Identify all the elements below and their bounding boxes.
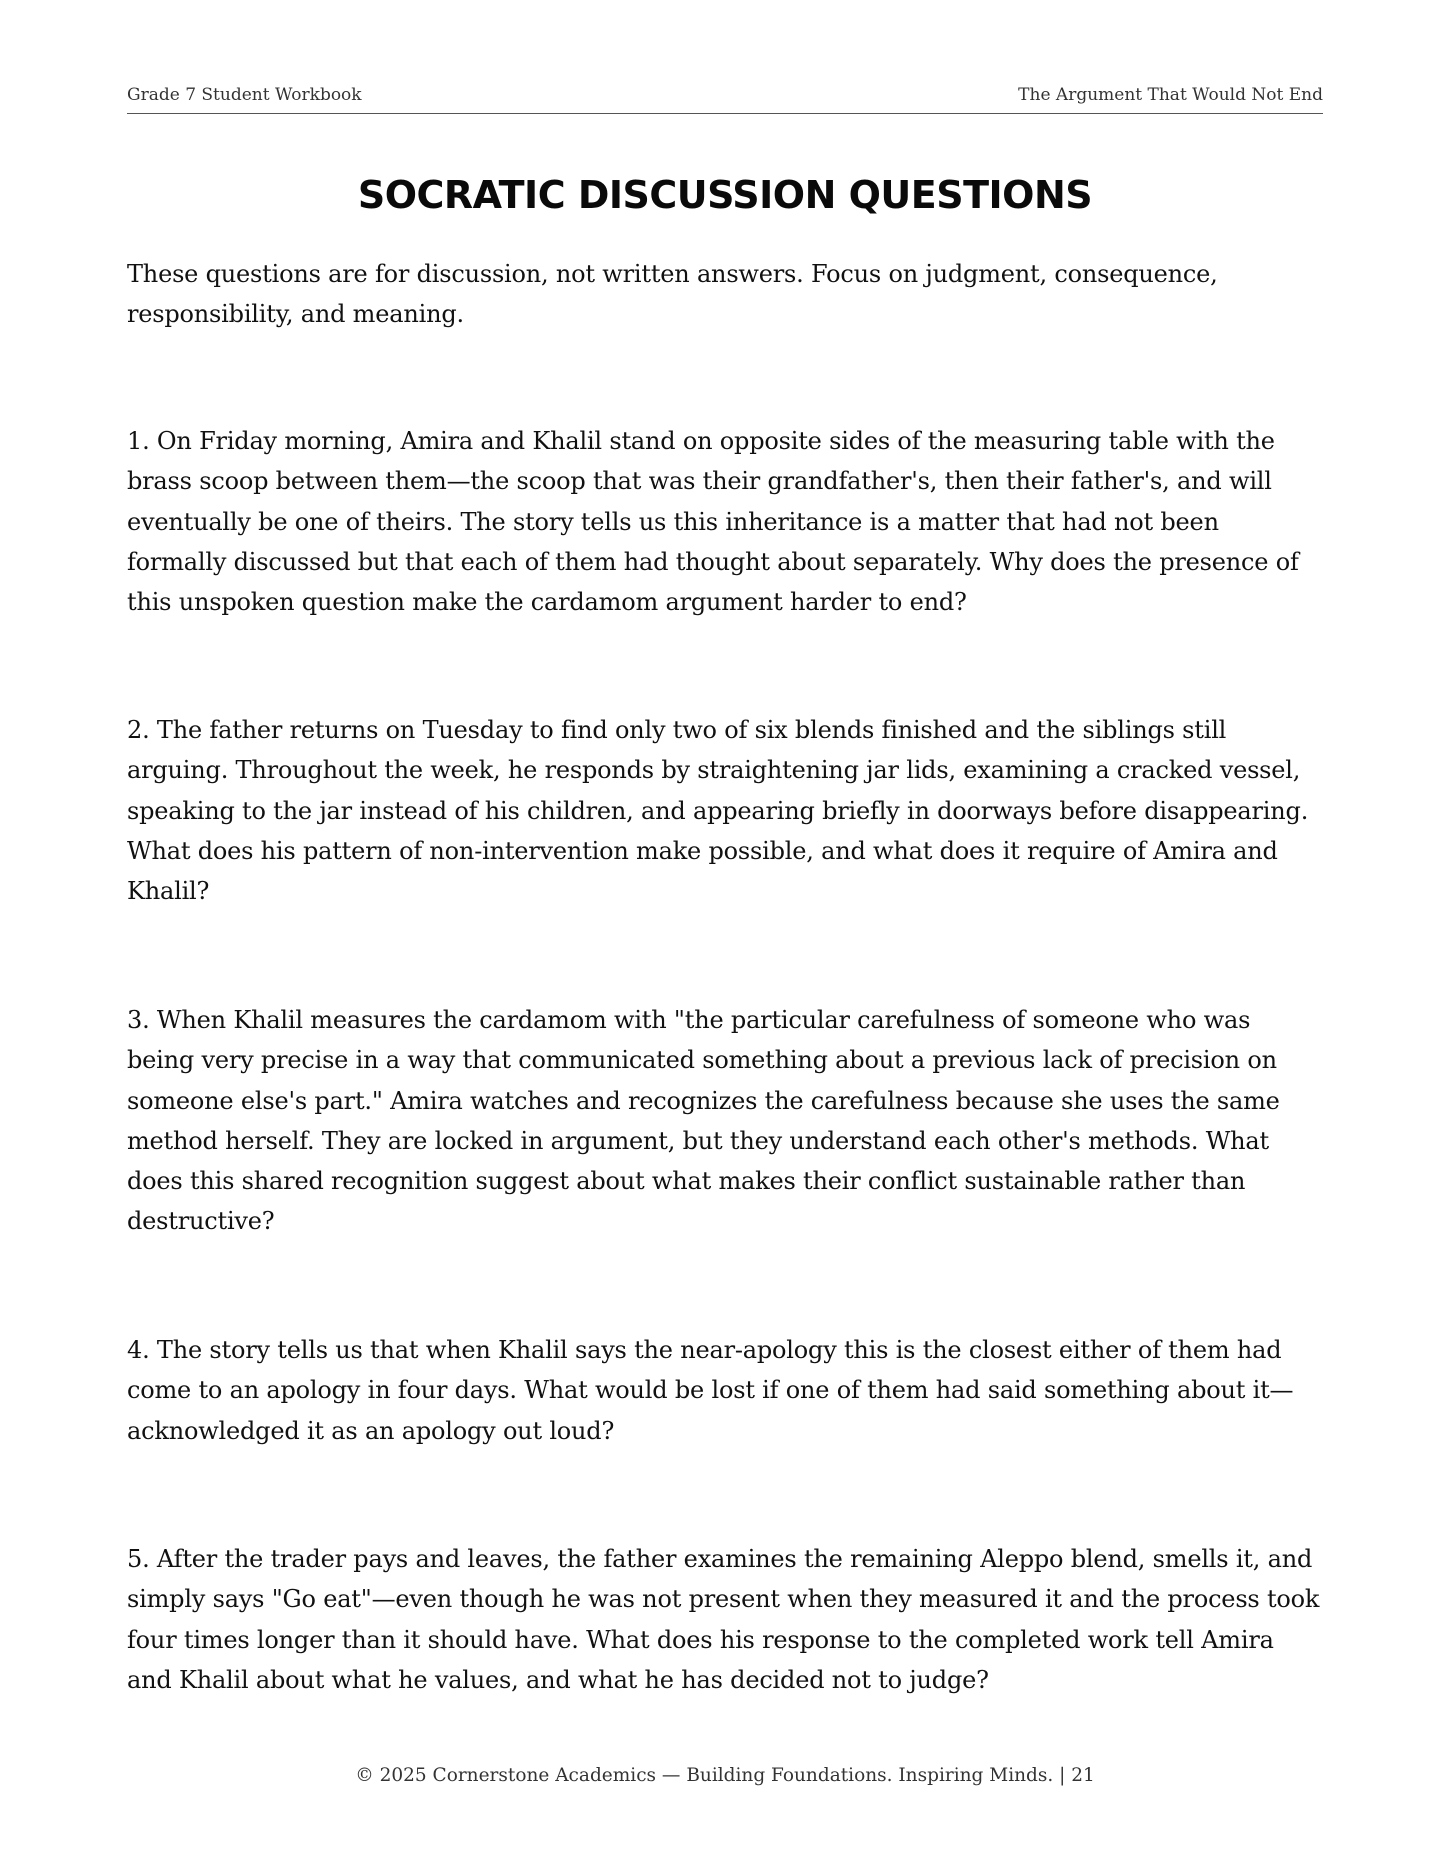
page-footer: © 2025 Cornerstone Academics — Building Foundations. Inspiring Minds. | 21 [355, 1765, 1095, 1786]
header-workbook-label: Grade 7 Student Workbook [127, 85, 362, 105]
question-4: 4. The story tells us that when Khalil says the near-apology this is the closest either of them had come to an apology in four days. What would be lost if one of them had said something about it—acknowledged it as an apology out loud? [127, 1336, 1294, 1445]
question-3: 3. When Khalil measures the cardamom with "the particular carefulness of someone who was being very precise in a way that communicated something about a previous lack of precision on someone else's part." Amira watches and recognizes the carefulness because she uses the same method herself. They are locked in argument, but they understand each other's methods. What does this shared recognition suggest about what makes their conflict sustainable rather than destructive? [127, 1006, 1280, 1236]
header-story-title: The Argument That Would Not End [1018, 85, 1323, 105]
running-header [127, 84, 1323, 114]
question-2: 2. The father returns on Tuesday to find only two of six blends finished and the siblings still arguing. Throughout the week, he responds by straightening jar lids, examining a cracked vessel, speaking to the jar instead of his children, and appearing briefly in doorways before disappearing. What does his pattern of non-intervention make possible, and what does it require of Amira and Khalil? [127, 716, 1309, 906]
question-5: 5. After the trader pays and leaves, the father examines the remaining Aleppo blend, smells it, and simply says "Go eat"—even though he was not present when they measured it and the process took four times longer than it should have. What does his response to the completed work tell Amira and Khalil about what he values, and what he has decided not to judge? [127, 1545, 1320, 1694]
question-1: 1. On Friday morning, Amira and Khalil stand on opposite sides of the measuring table with the brass scoop between them—the scoop that was their grandfather's, then their father's, and will eventually be one of theirs. The story tells us this inheritance is a matter that had not been formally discussed but that each of them had thought about separately. Why does the presence of this unspoken question make the cardamom argument harder to end? [127, 427, 1299, 617]
page-title: SOCRATIC DISCUSSION QUESTIONS [357, 173, 1093, 217]
workbook-page [127, 0, 1323, 1870]
intro-paragraph: These questions are for discussion, not written answers. Focus on judgment, consequence, responsibility, and meaning. [127, 260, 1218, 328]
